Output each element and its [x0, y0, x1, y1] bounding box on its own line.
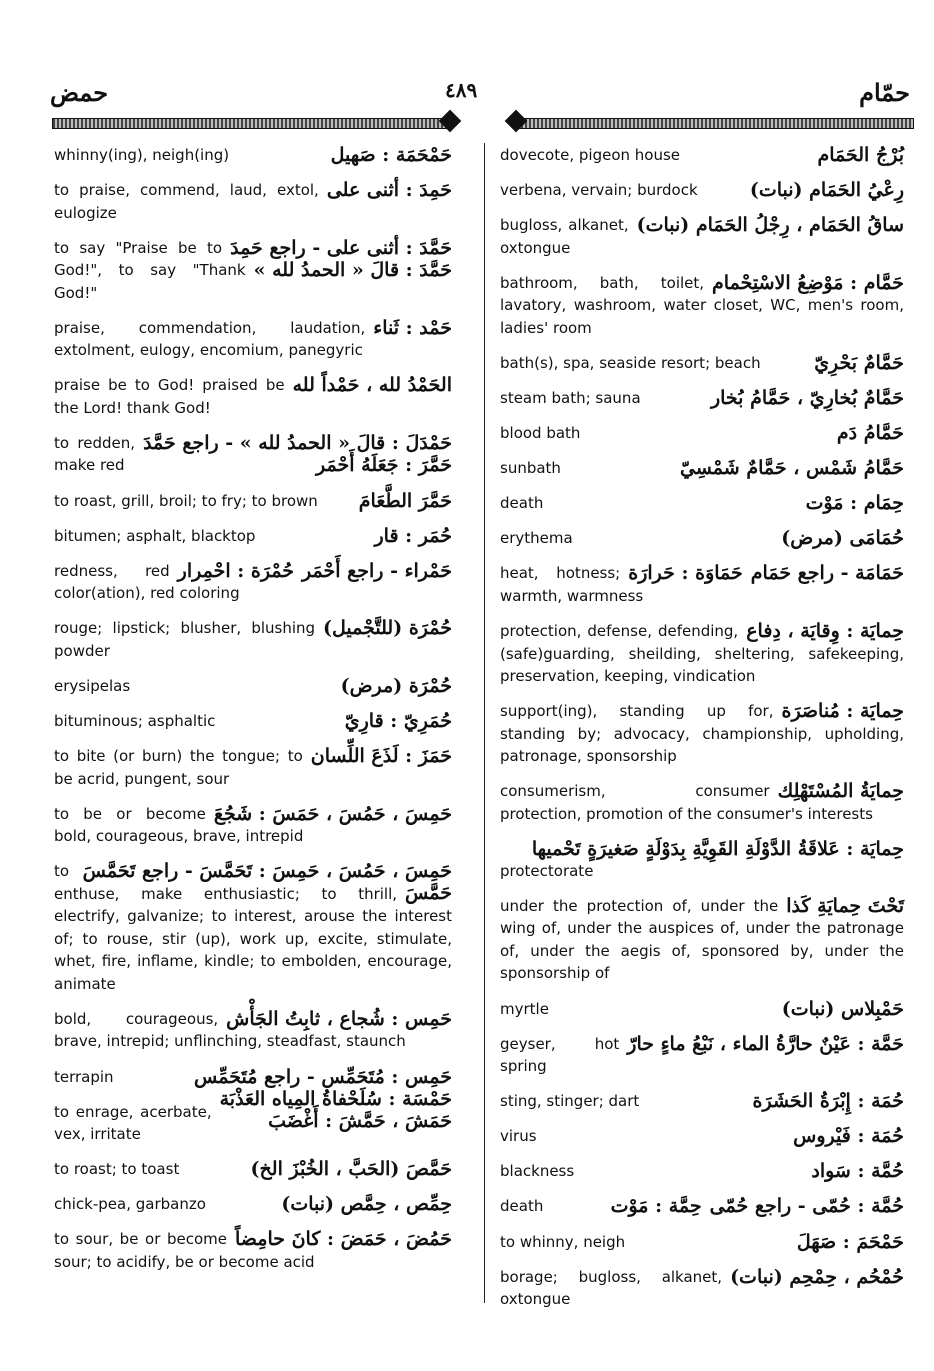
- dictionary-entry: [54, 1008, 452, 1053]
- english-definition: praise, commendation, laudation, extolment, eulogy, encomium, panegyric: [54, 318, 366, 360]
- dictionary-entry: [500, 272, 904, 340]
- english-definition: rouge; lipstick; blusher, blushing powder: [54, 619, 316, 660]
- english-definition: to be or become bold, courageous, brave, intrepid: [54, 804, 304, 846]
- english-definition: protection, defense, defending, (safe)guarding, sheilding, sheltering, safekeeping, preservation, keeping, vindication: [500, 622, 904, 686]
- arabic-headword: حَمْسَة : سُلَحْفاةُ المِياه العَذْبَة: [219, 1087, 452, 1110]
- arabic-headword: حَمَّة : عَيْنٌ حارَّةُ الماء ، نَبْعُ ماءٍ حارّ: [627, 1032, 904, 1055]
- dictionary-entry: [500, 422, 904, 445]
- arabic-headword: حَمْبِلاس (نبات): [781, 997, 904, 1020]
- dictionary-entry: [54, 617, 452, 662]
- english-definition: virus: [500, 1127, 537, 1146]
- arabic-headword: حَمَّسَ: [405, 882, 452, 905]
- english-definition: to bite (or burn) the tongue; to be acrid, pungent, sour: [54, 747, 303, 788]
- english-definition: geyser, hot spring: [500, 1034, 620, 1076]
- dictionary-entry: [500, 562, 904, 607]
- dictionary-entry: [54, 1066, 452, 1110]
- arabic-headword: تَحْتَ حِمايَةِ كَذا: [786, 894, 904, 917]
- arabic-headword: حُمَر : قار: [374, 524, 452, 547]
- dictionary-entry: [500, 780, 904, 825]
- dictionary-entry: [54, 1228, 452, 1273]
- english-definition: to say "Praise be to God!", to say "Thank God!": [54, 238, 246, 302]
- english-definition: bitumen; asphalt, blacktop: [54, 526, 256, 545]
- arabic-headword: حِمَام : مَوْت: [805, 492, 904, 515]
- dictionary-entry: [54, 860, 452, 995]
- arabic-headword: الحَمْدُ لله ، حَمْداً لله: [292, 374, 452, 397]
- dictionary-entry: [54, 675, 452, 698]
- arabic-headword: حُمَامَى (مرض): [781, 527, 904, 550]
- english-definition: to enrage, acerbate, vex, irritate: [54, 1102, 212, 1144]
- dictionary-entry: [500, 527, 904, 550]
- dictionary-entry: [54, 525, 452, 548]
- english-definition: bugloss, alkanet, oxtongue: [500, 216, 629, 257]
- arabic-headword: حَمَّامُ شَمْس ، حَمَّامٌ شَمْسِيّ: [680, 457, 904, 480]
- arabic-headword: حُمَة : إِبْرَةُ الحَشَرَة: [752, 1090, 904, 1113]
- arabic-headword: حُمْرَة (مرض): [340, 674, 452, 697]
- english-definition: sunbath: [500, 459, 561, 478]
- guide-word-left: حمض: [50, 78, 109, 107]
- dictionary-entry: [500, 1195, 904, 1218]
- arabic-headword: حَمَزَ : لَذَعَ اللِّسان: [310, 745, 452, 768]
- arabic-headword: ساقُ الحَمَام ، رِجْلُ الحَمَام (نبات): [636, 214, 904, 237]
- arabic-headword: حَمَّدَ : قالَ « الحمدُ لله »: [253, 258, 452, 281]
- arabic-headword: حُمَّة : حُمّى - راجع حُمّى: [709, 1195, 904, 1218]
- english-definition: blood bath: [500, 424, 581, 443]
- dictionary-entry: [54, 803, 452, 848]
- arabic-headword: حِمِّص ، حِمَّص (نبات): [281, 1193, 452, 1216]
- column-divider: [484, 143, 485, 1303]
- dictionary-entry: [500, 457, 904, 480]
- dictionary-entry: [54, 317, 452, 362]
- arabic-headword: حَمِسَ ، حَمُسَ ، حَمَسَ : شَجُعَ: [213, 802, 452, 825]
- english-definition: blackness: [500, 1162, 575, 1181]
- arabic-headword: حَمَّامٌ بَحْرِيّ: [814, 351, 904, 374]
- arabic-headword: حِمايَة : مُناصَرَة: [781, 700, 904, 723]
- arabic-headword: حُمْرَة : احْمِرار: [177, 559, 295, 582]
- arabic-headword: حَمْدَلَ : قالَ « الحمدُ لله » - راجع حَمَّدَ: [143, 431, 452, 454]
- dictionary-entry: [500, 1033, 904, 1078]
- dictionary-entry: [500, 998, 904, 1021]
- english-definition: redness, red color(ation), red coloring: [54, 561, 240, 603]
- english-definition: verbena, vervain; burdock: [500, 181, 698, 200]
- dictionary-entry: [54, 432, 452, 477]
- dictionary-entry: [500, 895, 904, 985]
- english-definition: praise be to God! praised be the Lord! thank God!: [54, 376, 285, 417]
- dictionary-entry: [500, 1125, 904, 1148]
- dictionary-entry: [500, 492, 904, 515]
- arabic-headword: حَمْحَمَة : صَهيل: [330, 144, 452, 166]
- english-definition: under the protection of, under the wing of, under the auspices of, under the patronage of, under the aegis of, sponsored by, under the sponsorship of: [500, 896, 904, 983]
- dictionary-entry: [54, 1193, 452, 1216]
- english-definition: erythema: [500, 529, 573, 548]
- dictionary-entry: [500, 179, 904, 202]
- arabic-headword: حَمَّدَ : أثنى على - راجع حَمِدَ: [230, 236, 452, 259]
- right-column: [500, 144, 904, 1323]
- dictionary-entry: [500, 620, 904, 688]
- english-definition: chick-pea, garbanzo: [54, 1195, 206, 1214]
- english-definition: whinny(ing), neigh(ing): [54, 146, 230, 164]
- english-definition: consumerism, consumer protection, promotion of the consumer's interests: [500, 782, 873, 823]
- arabic-headword: حَمِس : مُتَحَمِّس - راجع مُتَحَمِّس: [193, 1065, 452, 1088]
- dictionary-entry: [500, 1160, 904, 1183]
- arabic-headword: حَمَاوَة : حَرارَة: [628, 562, 743, 585]
- dictionary-entry: [54, 560, 452, 605]
- arabic-headword: حَمَّامٌ بُخارِيّ ، حَمَّامُ بُخار: [710, 386, 904, 409]
- arabic-headword: حَمَشَ ، حَمَّشَ : أَغْضَبَ: [268, 1109, 452, 1132]
- english-definition: death: [500, 494, 544, 513]
- dictionary-entry: [54, 1101, 452, 1146]
- english-definition: myrtle: [500, 999, 549, 1018]
- english-definition: support(ing), standing up for, standing by; advocacy, championship, upholding, patronage, sponsorship: [500, 702, 904, 766]
- arabic-headword: رِعْيُ الحَمَام (نبات): [749, 179, 904, 202]
- dictionary-entry: [54, 179, 452, 224]
- arabic-headword: حُمْرَة (للتَّجْميل): [323, 617, 452, 640]
- arabic-headword: حَمَّصَ (الحَبَّ ، الخُبْزَ الخ): [250, 1158, 452, 1181]
- dictionary-entry: [54, 1158, 452, 1181]
- arabic-headword: حُمَّة : سَواد: [811, 1160, 904, 1183]
- english-definition: protectorate: [500, 861, 594, 880]
- arabic-headword: حَمْد : ثَناء: [373, 316, 452, 339]
- dictionary-entry: [54, 374, 452, 419]
- arabic-headword: حِمايَةُ المُسْتَهْلِك: [777, 780, 904, 803]
- arabic-headword: حَمَّامُ دَم: [836, 422, 904, 445]
- arabic-headword: حَمْحَمَ : صَهَلَ: [796, 1230, 904, 1253]
- dictionary-entry: [54, 144, 452, 167]
- english-definition: to roast, grill, broil; to fry; to brown: [54, 491, 318, 510]
- dictionary-entry: [54, 745, 452, 790]
- dictionary-entry: [500, 144, 904, 167]
- dictionary-entry: [54, 710, 452, 733]
- english-definition: to sour, be or become sour; to acidify, be or become acid: [54, 1230, 315, 1271]
- dictionary-entry: [500, 838, 904, 883]
- guide-word-right: حمّام: [859, 78, 910, 107]
- english-definition: to enthuse, make enthusiastic; to thrill, electrify, galvanize; to interest, arouse the interest of; to rouse, stir (up), work up, excite, stimulate, whet, fire, inflame, kindle; to embolden, encourage, animate: [54, 862, 452, 993]
- arabic-headword: حَمَّرَ : جَعَلَهُ أَحْمَر: [316, 453, 452, 476]
- dictionary-entry: [500, 214, 904, 259]
- dictionary-entry: [500, 1266, 904, 1311]
- english-definition: death: [500, 1197, 544, 1216]
- arabic-headword: حَمُضَ ، حَمَضَ : كانَ حامِضاً: [235, 1228, 452, 1251]
- english-definition: terrapin: [54, 1067, 114, 1086]
- header-rule-left: [52, 118, 452, 129]
- arabic-headword: حَمِسَ ، حَمُسَ ، حَمِسَ : تَحَمَّسَ - راجع تَحَمَّسَ: [82, 860, 452, 883]
- arabic-headword: حُمْحُم ، حِمْحِم (نبات): [730, 1265, 904, 1288]
- dictionary-entry: [500, 387, 904, 410]
- arabic-headword: حَمِدَ : أثنى على: [326, 179, 452, 202]
- page-number: ٤٨٩: [445, 78, 478, 102]
- english-definition: to redden, make red: [54, 433, 136, 475]
- english-definition: to whinny, neigh: [500, 1232, 626, 1251]
- arabic-headword: حِمَّة : مَوْت: [610, 1195, 702, 1218]
- arabic-headword: حَمْراء - راجع أَحْمَر: [302, 559, 452, 582]
- arabic-headword: حُمَة : فَيْروس: [793, 1125, 904, 1148]
- english-definition: steam bath; sauna: [500, 388, 641, 407]
- arabic-headword: حِمايَة : وِقايَة ، دِفاع: [746, 620, 904, 643]
- english-definition: bathroom, bath, toilet, lavatory, washroom, water closet, WC, men's room, ladies' room: [500, 273, 904, 337]
- left-column: [54, 144, 452, 1286]
- english-definition: bold, courageous, brave, intrepid; unflinching, steadfast, staunch: [54, 1009, 406, 1051]
- arabic-headword: حَمَّام : مَوْضِعُ الاسْتِحْمام: [712, 271, 904, 294]
- dictionary-entry: [500, 1231, 904, 1254]
- english-definition: dovecote, pigeon house: [500, 146, 680, 164]
- dictionary-entry: [500, 352, 904, 375]
- dictionary-entry: [54, 490, 452, 513]
- header-rule-right: [516, 118, 914, 129]
- english-definition: to roast; to toast: [54, 1160, 180, 1179]
- arabic-headword: بُرْجُ الحَمَام: [817, 144, 904, 166]
- arabic-headword: حِمايَة : عَلاقَةُ الدَّوْلَةِ القَوِيَّةِ بِدَوْلَةٍ صَغيرَةٍ تَحْميها: [531, 837, 904, 860]
- arabic-headword: حَمَّرَ الطَّعَامَ: [358, 489, 452, 512]
- english-definition: bath(s), spa, seaside resort; beach: [500, 353, 761, 372]
- english-definition: sting, stinger; dart: [500, 1092, 640, 1111]
- dictionary-entry: [500, 1090, 904, 1113]
- english-definition: erysipelas: [54, 676, 131, 695]
- dictionary-entry: [54, 237, 452, 305]
- dictionary-entry: [500, 700, 904, 768]
- arabic-headword: حَمَامَة - راجع حَمَام: [750, 562, 904, 585]
- english-definition: borage; bugloss, alkanet, oxtongue: [500, 1267, 723, 1309]
- arabic-headword: حُمَرِيّ : قارِيّ: [344, 710, 452, 733]
- english-definition: heat, hotness; warmth, warmness: [500, 564, 644, 605]
- arabic-headword: حَمِس : شُجاع ، ثابِتُ الجَأْش: [226, 1007, 452, 1030]
- english-definition: bituminous; asphaltic: [54, 712, 216, 731]
- english-definition: to praise, commend, laud, extol, eulogize: [54, 181, 319, 222]
